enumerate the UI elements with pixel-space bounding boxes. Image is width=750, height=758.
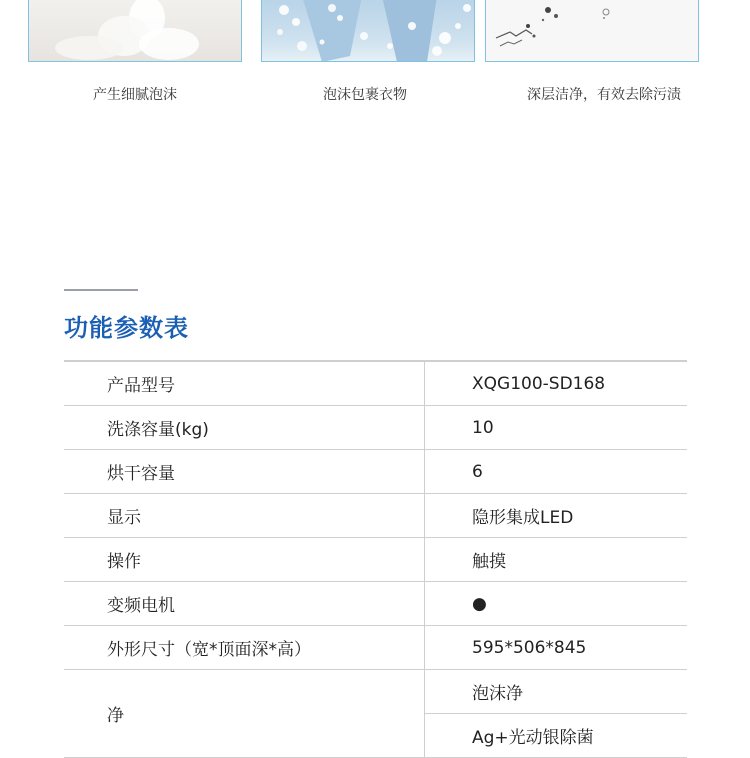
spec-label: 操作 xyxy=(64,538,425,582)
spec-label: 显示 xyxy=(64,494,425,538)
table-row xyxy=(64,626,687,670)
spec-label: 烘干容量 xyxy=(64,450,425,494)
feature-image-stains xyxy=(485,0,699,62)
spec-value: XQG100-SD168 xyxy=(425,361,688,406)
table-row xyxy=(64,406,687,450)
spec-value: 6 xyxy=(425,450,688,494)
spec-label: 变频电机 xyxy=(64,582,425,626)
spec-label: 洗涤容量(kg) xyxy=(64,406,425,450)
spec-value: 595*506*845 xyxy=(425,626,688,670)
spec-value: 隐形集成LED xyxy=(425,494,688,538)
section-divider xyxy=(64,289,138,291)
feature-caption-wrap: 泡沫包裹衣物 xyxy=(323,87,407,103)
table-row xyxy=(64,582,687,626)
table-row xyxy=(64,450,687,494)
feature-image-foam xyxy=(28,0,242,62)
feature-caption-clean: 深层洁净，有效去除污渍 xyxy=(527,87,681,103)
section-title: 功能参数表 xyxy=(64,314,189,342)
table-row xyxy=(64,361,687,406)
feature-caption-foam: 产生细腻泡沫 xyxy=(93,87,177,103)
spec-label: 外形尺寸（宽*顶面深*高） xyxy=(64,626,425,670)
spec-value: 触摸 xyxy=(425,538,688,582)
spec-group-value: 泡沫净 xyxy=(425,670,688,714)
spec-value: 10 xyxy=(425,406,688,450)
table-row xyxy=(64,670,687,714)
spec-group-value: Ag+光动银除菌 xyxy=(425,714,688,758)
feature-image-bubbles xyxy=(261,0,475,62)
table-row xyxy=(64,538,687,582)
spec-label: 产品型号 xyxy=(64,361,425,406)
spec-value: ● xyxy=(425,582,688,626)
spec-table xyxy=(64,360,687,758)
table-row xyxy=(64,494,687,538)
spec-group-label: 净 xyxy=(64,670,425,758)
